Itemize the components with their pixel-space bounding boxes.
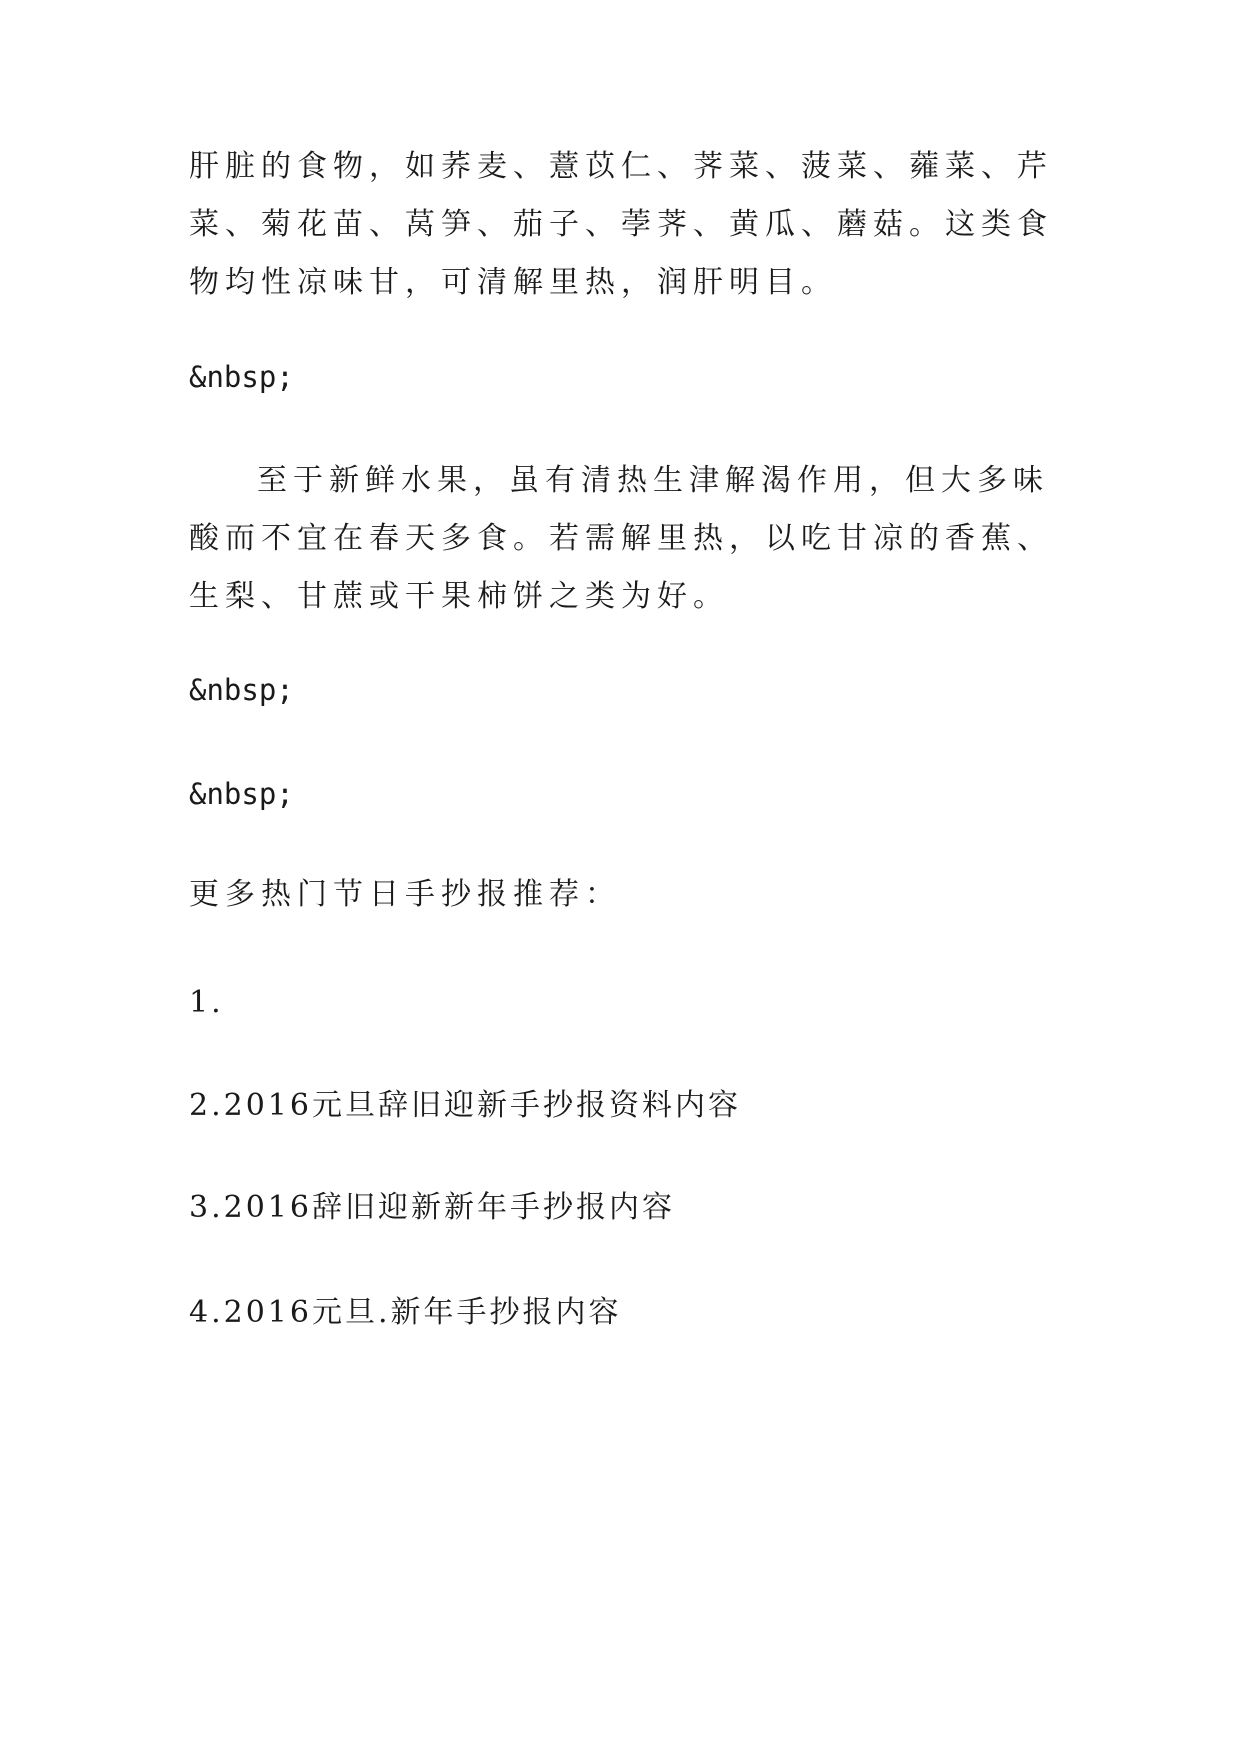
paragraph-fresh-fruit: 至于新鲜水果，虽有清热生津解渴作用，但大多味酸而不宜在春天多食。若需解里热，以吃甘凉的香蕉、生梨、甘蔗或干果柿饼之类为好。	[189, 463, 1053, 614]
list-item: 3.2016辞旧迎新新年手抄报内容	[189, 1190, 675, 1225]
nbsp-placeholder-1: &nbsp;	[189, 360, 294, 394]
nbsp-placeholder-3: &nbsp;	[189, 777, 294, 811]
list-item: 1.	[189, 985, 224, 1020]
recommend-heading: 更多热门节日手抄报推荐：	[189, 877, 621, 912]
list-item: 2.2016元旦辞旧迎新手抄报资料内容	[189, 1088, 741, 1123]
list-item: 4.2016元旦.新年手抄报内容	[189, 1295, 622, 1330]
paragraph-liver-foods: 肝脏的食物，如荞麦、薏苡仁、荠菜、菠菜、蕹菜、芹菜、菊花苗、莴笋、茄子、荸荠、黄瓜、蘑菇。这类食物均性凉味甘，可清解里热，润肝明目。	[189, 149, 1053, 300]
nbsp-placeholder-2: &nbsp;	[189, 673, 294, 707]
